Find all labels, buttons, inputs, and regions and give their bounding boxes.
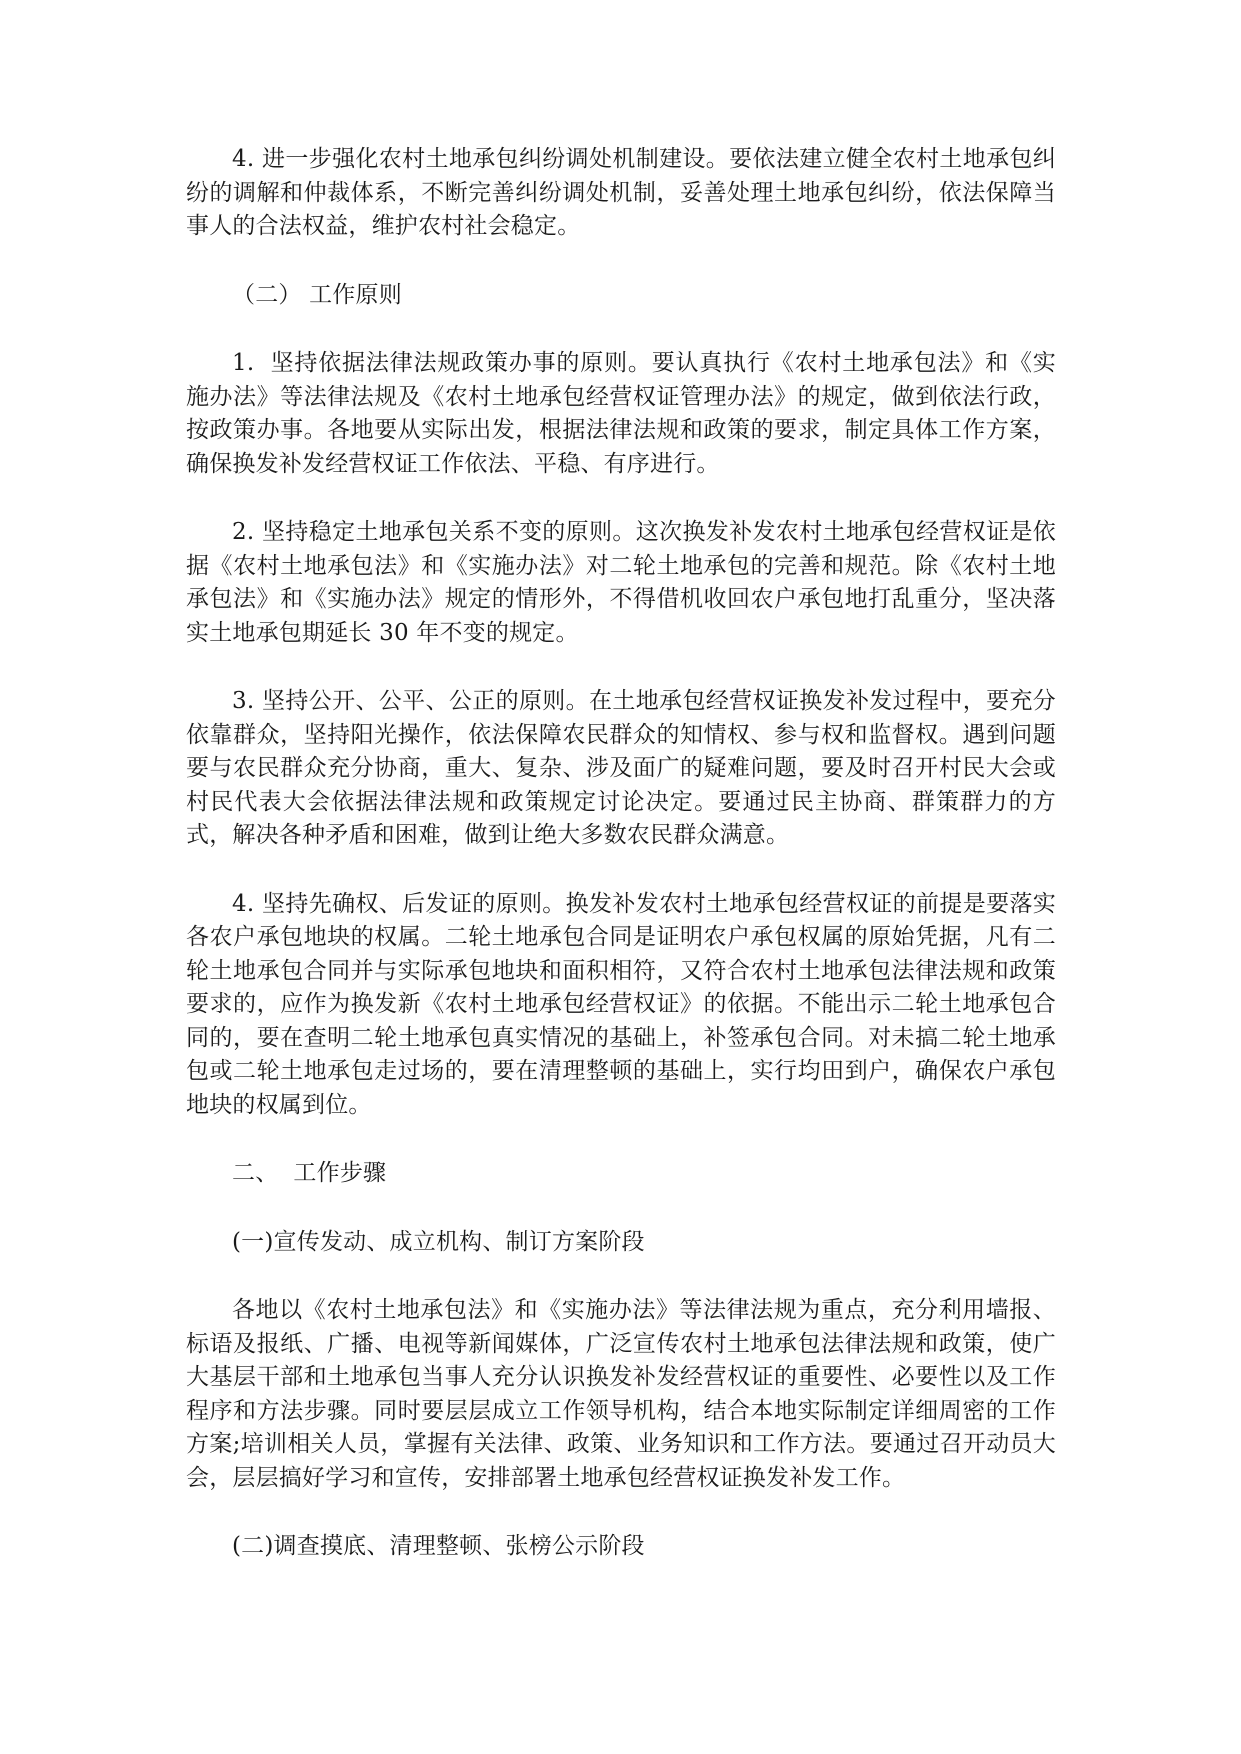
heading-work-steps: 二、 工作步骤 [232,1160,387,1186]
para-principle-2: 2. 坚持稳定土地承包关系不变的原则。这次换发补发农村土地承包经营权证是依据《农村土地承包法》和《实施办法》对二轮土地承包的完善和规范。除《农村土地承包法》和《实施办法》规定的情形外，不得借机收回农户承包地打乱重分，坚决落实土地承包期延长 30 年不变的规定。 [186,519,1056,646]
para-principle-4: 4. 坚持先确权、后发证的原则。换发补发农村土地承包经营权证的前提是要落实各农户承包地块的权属。二轮土地承包合同是证明农户承包权属的原始凭据，凡有二轮土地承包合同并与实际承包地块和面积相符，又符合农村土地承包法律法规和政策要求的，应作为换发新《农村土地承包经营权证》的依据。不能出示二轮土地承包合同的，要在查明二轮土地承包真实情况的基础上，补签承包合同。对未搞二轮土地承包或二轮土地承包走过场的，要在清理整顿的基础上，实行均田到户，确保农户承包地块的权属到位。 [186,890,1056,1118]
para-stage-1-body: 各地以《农村土地承包法》和《实施办法》等法律法规为重点，充分利用墙报、标语及报纸、广播、电视等新闻媒体，广泛宣传农村土地承包法律法规和政策，使广大基层干部和土地承包当事人充分认识换发补发经营权证的重要性、必要性以及工作程序和方法步骤。同时要层层成立工作领导机构，结合本地实际制定详细周密的工作方案;培训相关人员，掌握有关法律、政策、业务知识和工作方法。要通过召开动员大会，层层搞好学习和宣传，安排部署土地承包经营权证换发补发工作。 [186,1297,1056,1491]
para-principle-1: 1. 坚持依据法律法规政策办事的原则。要认真执行《农村土地承包法》和《实施办法》等法律法规及《农村土地承包经营权证管理办法》的规定，做到依法行政，按政策办事。各地要从实际出发，根据法律法规和政策的要求，制定具体工作方案，确保换发补发经营权证工作依法、平稳、有序进行。 [186,350,1056,477]
heading-work-principles: （二） 工作原则 [232,281,402,308]
heading-stage-1: (一)宣传发动、成立机构、制订方案阶段 [232,1228,645,1255]
para-dispute-mechanism: 4. 进一步强化农村土地承包纠纷调处机制建设。要依法建立健全农村土地承包纠纷的调解和仲裁体系，不断完善纠纷调处机制，妥善处理土地承包纠纷，依法保障当事人的合法权益，维护农村社会稳定。 [186,146,1056,239]
document-body [186,143,1056,1599]
para-principle-3: 3. 坚持公开、公平、公正的原则。在土地承包经营权证换发补发过程中，要充分依靠群众，坚持阳光操作，依法保障农民群众的知情权、参与权和监督权。遇到问题要与农民群众充分协商，重大、复杂、涉及面广的疑难问题，要及时召开村民大会或村民代表大会依据法律法规和政策规定讨论决定。要通过民主协商、群策群力的方式，解决各种矛盾和困难，做到让绝大多数农民群众满意。 [186,688,1056,848]
heading-stage-2: (二)调查摸底、清理整顿、张榜公示阶段 [232,1533,645,1559]
